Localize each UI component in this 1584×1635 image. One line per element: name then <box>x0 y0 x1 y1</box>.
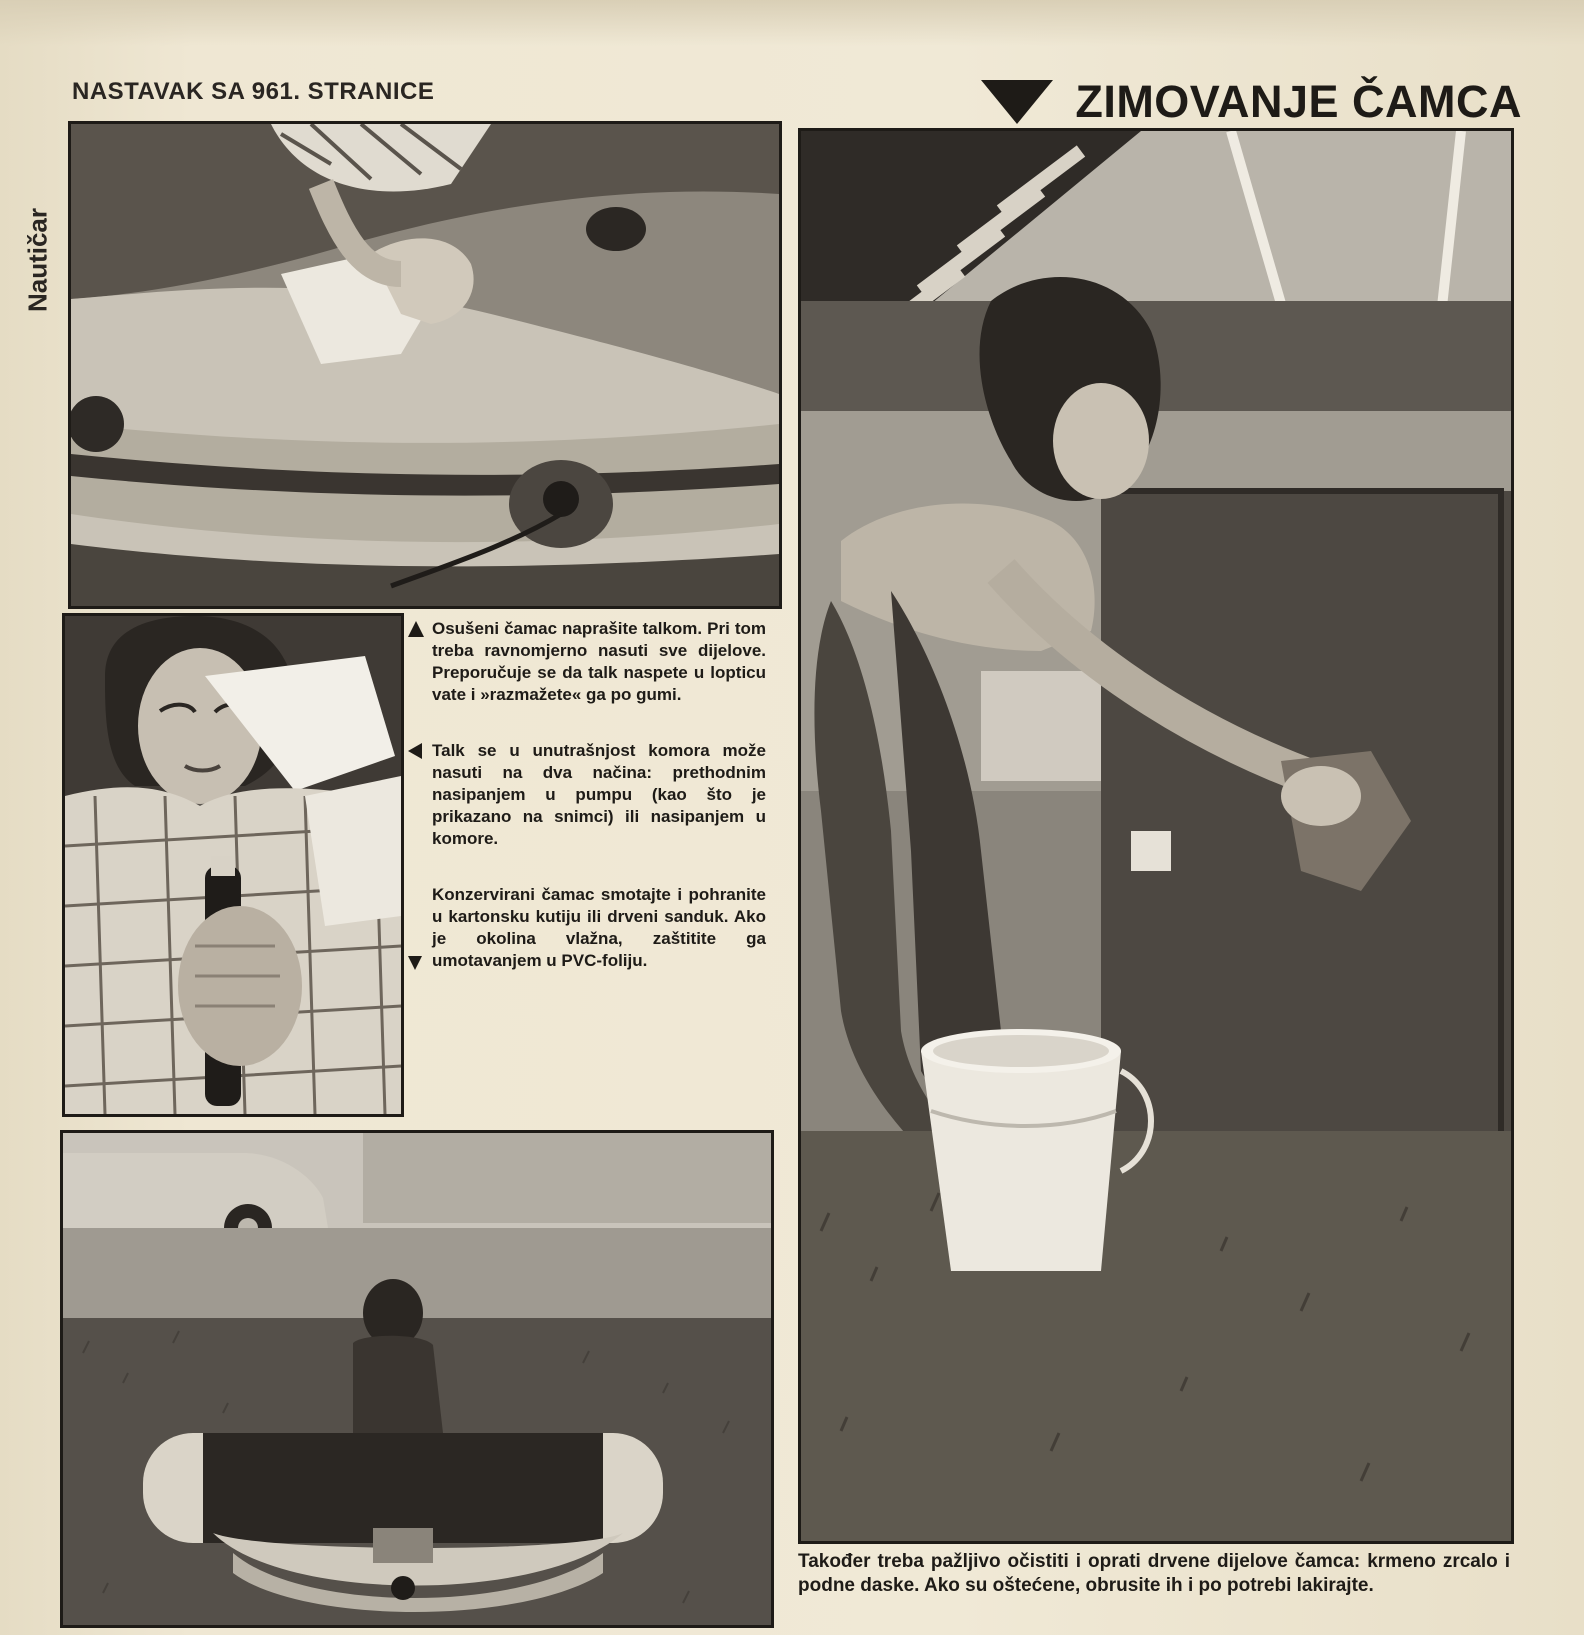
caption-talc <box>406 618 766 706</box>
photo-talc-on-boat <box>68 121 782 609</box>
article-title: ZIMOVANJE ČAMCA <box>1075 76 1522 127</box>
caption-talc-text: Osušeni čamac naprašite talkom. Pri tom treba ravnomjerno nasuti sve dijelove. Preporučuje se da talk naspete u lopticu vate i »razmažete« ga po gumi. <box>432 619 766 704</box>
photo-woman-with-pump <box>62 613 404 1117</box>
down-triangle-icon <box>981 80 1053 124</box>
up-arrow-icon <box>408 621 424 637</box>
caption-chambers-text: Talk se u unutrašnjost komora može nasuti na dva načina: prethodnim nasipanjem u pumpu (kao što je prikazano na snimci) ili nasipanjem u komore. <box>432 741 766 848</box>
left-arrow-icon <box>408 743 422 759</box>
caption-storage-text: Konzervirani čamac smotajte i pohranite u kartonsku kutiju ili drveni sanduk. Ako je okolina vlažna, zaštitite ga umotavanjem u PVC-foliju. <box>432 885 766 970</box>
down-arrow-icon <box>408 956 422 970</box>
photo-rolling-boat <box>60 1130 774 1628</box>
continuation-note: NASTAVAK SA 961. STRANICE <box>72 78 435 105</box>
caption-wooden-parts: Također treba pažljivo očistiti i oprati drvene dijelove čamca: krmeno zrcalo i podne daske. Ako su oštećene, obrusite ih i po potrebi lakirajte. <box>798 1551 1510 1596</box>
photo-cleaning-board <box>798 128 1514 1544</box>
caption-column <box>406 618 766 1006</box>
caption-chambers <box>406 740 766 850</box>
section-label <box>18 190 58 330</box>
article-header <box>981 76 1522 128</box>
caption-storage <box>406 884 766 972</box>
section-label-text: Nautičar <box>22 207 53 313</box>
